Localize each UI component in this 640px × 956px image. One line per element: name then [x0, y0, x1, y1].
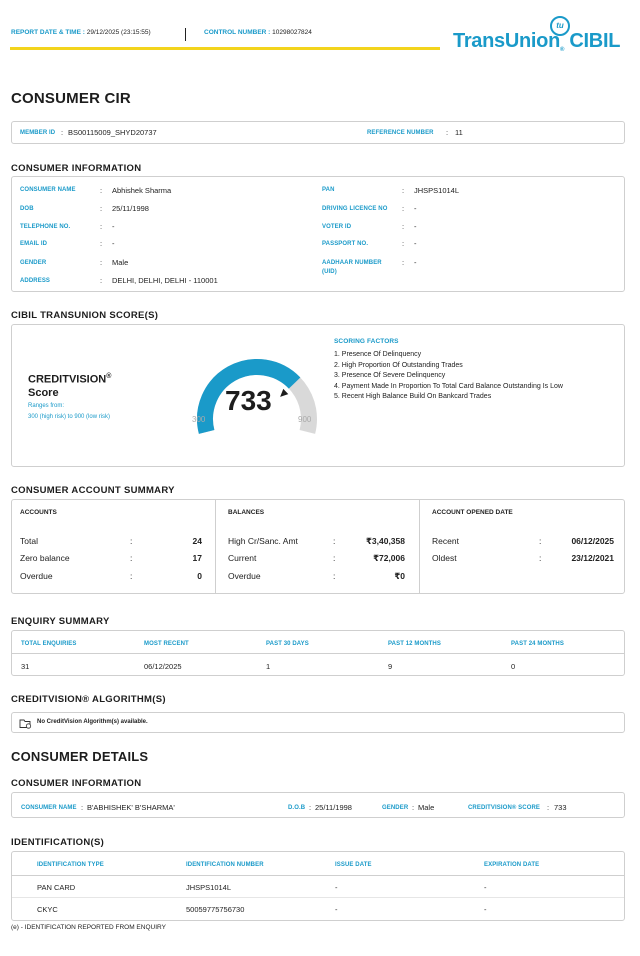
identification-col-header: IDENTIFICATION NUMBER — [186, 862, 264, 868]
telephone-value: - — [112, 222, 115, 231]
consumer-information-box: CONSUMER NAME : Abhishek Sharma DOB : 25/11/1998 TELEPHONE NO. : - EMAIL ID : - GENDER : Male ADDRESS : DELHI, DELHI, DELHI - 110001 PAN : JHSPS1014L DRIVING LICENCE NO : - VOTER ID : - PASSPORT NO. : - AADHAAR NUMBER (UID) : - — [11, 176, 625, 292]
algorithm-message: No CreditVision Algorithm(s) available. — [37, 719, 148, 725]
score-max-label: 900 — [298, 415, 312, 424]
dob-value: 25/11/1998 — [112, 204, 149, 213]
score-box — [11, 324, 625, 467]
details-score-value: 733 — [554, 803, 567, 812]
table-row: CKYC 50059775756730 - - — [37, 905, 487, 914]
enquiry-total: 31 — [21, 662, 30, 671]
transunion-cibil-logo: tu TransUnion® CIBIL — [453, 14, 631, 54]
score-heading: CIBIL TRANSUNION SCORE(S) — [11, 310, 159, 321]
details-dob-value: 25/11/1998 — [315, 803, 352, 812]
member-id-label: MEMBER ID — [20, 130, 56, 136]
gender-label: GENDER — [20, 260, 47, 266]
score-value: 733 — [225, 385, 272, 416]
enquiry-most-recent: 06/12/2025 — [144, 662, 182, 671]
enquiry-past-24: 0 — [511, 662, 516, 671]
scoring-factor: 4. Payment Made In Proportion To Total Card Balance Outstanding Is Low — [334, 382, 563, 390]
identification-box — [11, 851, 625, 921]
accounts-total: 24 — [192, 536, 202, 546]
enquiry-past-12: 9 — [388, 662, 393, 671]
consumer-details-box: CONSUMER NAME : B'ABHISHEK' B'SHARMA' D.O.B : 25/11/1998 GENDER : Male CREDITVISION® SCORE : 733 — [11, 792, 625, 818]
consumer-details-heading: CONSUMER DETAILS — [11, 749, 149, 764]
enquiry-summary-box — [11, 630, 625, 676]
creditvision-title: CREDITVISION® — [28, 373, 112, 386]
scoring-factors-heading: SCORING FACTORS — [334, 338, 399, 345]
enquiry-col-header: PAST 30 DAYS — [266, 641, 309, 647]
accounts-column: ACCOUNTS Total : 24 Zero balance : 17 Overdue : 0 — [12, 500, 216, 594]
opened-date-column: ACCOUNT OPENED DATE Recent : 06/12/2025 Oldest : 23/12/2021 — [432, 509, 614, 563]
reference-number-label: REFERENCE NUMBER — [367, 130, 434, 136]
pan-label: PAN — [322, 187, 335, 193]
algorithm-heading: CREDITVISION® ALGORITHM(S) — [11, 694, 166, 705]
page-title: CONSUMER CIR — [11, 90, 131, 107]
aadhaar-label: AADHAAR NUMBER — [322, 260, 382, 266]
identification-col-header: IDENTIFICATION TYPE — [37, 862, 104, 868]
balance-current: ₹72,006 — [373, 553, 405, 563]
identification-footnote: (e) - IDENTIFICATION REPORTED FROM ENQUIRY — [11, 924, 166, 931]
telephone-label: TELEPHONE NO. — [20, 224, 71, 230]
tu-logo-icon: tu — [550, 16, 570, 36]
scoring-factor: 1. Presence Of Delinquency — [334, 351, 422, 358]
score-min-label: 300 — [192, 415, 206, 424]
consumer-name-label: CONSUMER NAME — [20, 187, 76, 193]
report-header — [0, 0, 640, 60]
accounts-overdue: 0 — [197, 571, 202, 581]
voter-id-value: - — [414, 222, 417, 231]
member-id-value: BS00115009_SHYD20737 — [68, 128, 157, 137]
address-value: DELHI, DELHI, DELHI - 110001 — [112, 276, 218, 285]
accounts-zero-balance: 17 — [192, 553, 202, 563]
report-date: REPORT DATE & TIME : 29/12/2025 (23:15:55) — [11, 29, 151, 36]
email-label: EMAIL ID — [20, 241, 48, 247]
scoring-factor: 2. High Proportion Of Outstanding Trades — [334, 361, 463, 369]
table-row: PAN CARD JHSPS1014L - - — [12, 876, 624, 898]
passport-label: PASSPORT NO. — [322, 241, 369, 247]
driving-licence-value: - — [414, 204, 417, 213]
identification-col-header: ISSUE DATE — [335, 862, 372, 868]
aadhaar-label-uid: (UID) — [322, 269, 337, 275]
gender-value: Male — [112, 258, 129, 267]
consumer-information-heading: CONSUMER INFORMATION — [11, 163, 142, 174]
algorithm-box — [11, 712, 625, 733]
consumer-name-value: Abhishek Sharma — [112, 186, 172, 195]
gauge-pointer — [280, 389, 288, 397]
details-gender-value: Male — [418, 803, 435, 812]
enquiry-col-header: PAST 12 MONTHS — [388, 641, 441, 647]
opened-recent: 06/12/2025 — [571, 536, 614, 546]
balance-high-credit: ₹3,40,358 — [365, 536, 405, 546]
creditvision-score-label: Score — [28, 387, 59, 399]
score-range-text: 300 (high risk) to 900 (low risk) — [28, 414, 111, 420]
voter-id-label: VOTER ID — [322, 224, 352, 230]
identification-col-header: EXPIRATION DATE — [484, 862, 540, 868]
balance-overdue: ₹0 — [394, 571, 405, 581]
account-summary-box — [11, 499, 625, 594]
opened-oldest: 23/12/2021 — [571, 553, 614, 563]
enquiry-col-header: PAST 24 MONTHS — [511, 641, 564, 647]
scoring-factor: 5. Recent High Balance Build On Bankcard Trades — [334, 393, 492, 401]
consumer-details-subheading: CONSUMER INFORMATION — [11, 778, 142, 789]
email-value: - — [112, 239, 115, 248]
details-name-value: B'ABHISHEK' B'SHARMA' — [87, 803, 175, 812]
control-number: CONTROL NUMBER : 10298027824 — [204, 29, 312, 36]
driving-licence-label: DRIVING LICENCE NO — [322, 206, 388, 212]
balances-column: BALANCES High Cr/Sanc. Amt : ₹3,40,358 Current : ₹72,006 Overdue : ₹0 — [217, 500, 420, 594]
passport-value: - — [414, 239, 417, 248]
dob-label: DOB — [20, 206, 34, 212]
folder-icon — [19, 718, 32, 729]
scoring-factors-list — [334, 350, 563, 403]
identification-heading: IDENTIFICATION(S) — [11, 837, 105, 848]
scoring-factor: 3. Presence Of Severe Delinquency — [334, 372, 446, 380]
address-label: ADDRESS — [20, 278, 51, 284]
account-summary-heading: CONSUMER ACCOUNT SUMMARY — [11, 485, 175, 496]
enquiry-summary-heading: ENQUIRY SUMMARY — [11, 616, 110, 627]
score-range-label: Ranges from: — [28, 403, 65, 409]
member-box: MEMBER ID : BS00115009_SHYD20737 REFERENCE NUMBER : 11 — [11, 121, 625, 144]
enquiry-past-30: 1 — [266, 662, 271, 671]
reference-number-value: 11 — [455, 128, 463, 137]
enquiry-col-header: TOTAL ENQUIRIES — [21, 641, 77, 647]
header-divider — [185, 28, 186, 41]
header-accent-bar — [10, 47, 440, 50]
pan-value: JHSPS1014L — [414, 186, 460, 195]
enquiry-col-header: MOST RECENT — [144, 641, 189, 647]
aadhaar-value: - — [414, 258, 417, 267]
